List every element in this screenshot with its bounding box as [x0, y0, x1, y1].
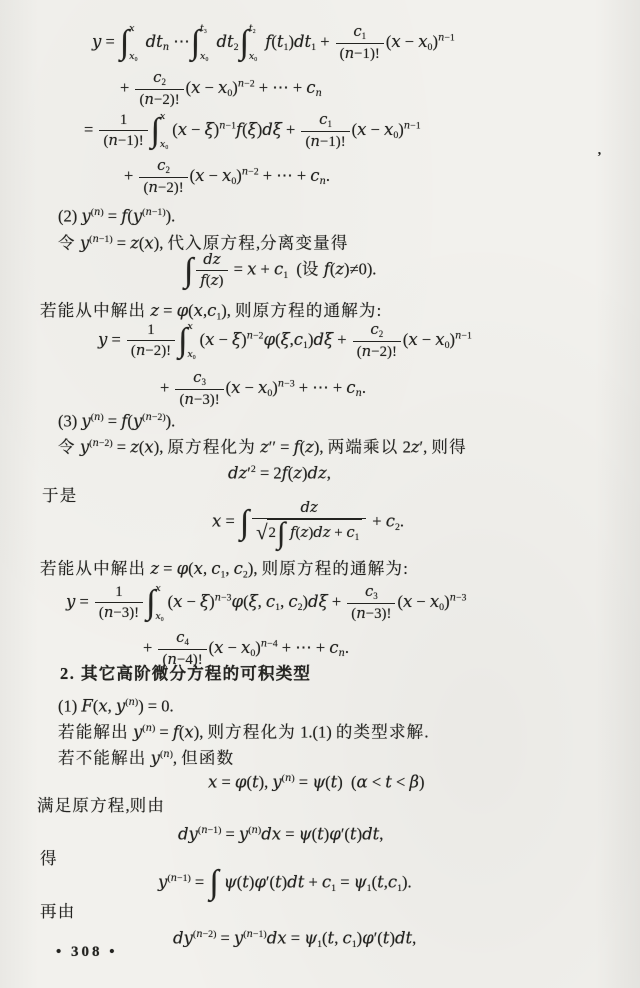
- fraction: $\frac{c_3}{(n-3)!}$: [347, 582, 395, 624]
- eq-parametric: x = φ(t), $y^{(n)} = \psi(t) (\alpha < t < \beta)$: [208, 772, 425, 792]
- integral-sign: ∫: [119, 23, 130, 61]
- item-1-equation: (1) F(x, $y^{(n)}) = 0$.: [58, 696, 174, 716]
- fraction: $\frac{dz}{f(z)}$: [196, 250, 227, 292]
- item-2-equation: (2) $y^{(n)} = f(y^{(n-1)})$.: [58, 206, 176, 226]
- fraction: dz √ 2 ∫ $f(z)dz + c_1$: [252, 498, 366, 548]
- eq-general-solution2-line1: y = $\frac{1}{(n-2)!}$ ∫ x $x_0$ $(x - \xi)^{n-2}\varphi(\xi,c_1)d\xi$ + $\frac{c_2}{(n-2)!}$ $(x - x_0)^{n-1}$: [98, 320, 472, 362]
- para-substitute-2: 令 $y^{(n-2)} = z(x)$, 原方程化为 z′′ = f(z), 两端乘以 2z′, 则得: [58, 437, 467, 457]
- para-substitute-1: 令 $y^{(n-1)} = z(x)$, 代入原方程,分离变量得: [58, 233, 349, 253]
- eq-general-solution-line3: = $\frac{1}{(n-1)!}$ ∫ x $x_0$ $(x - \xi)^{n-1}f(\xi)d\xi$ + $\frac{c_1}{(n-1)!}$ $(x - x_0)^{n-1}$: [84, 110, 421, 152]
- integral: [276, 516, 286, 551]
- integral: ∫ x $x_0$: [119, 22, 138, 64]
- para-de: 得: [40, 849, 58, 868]
- eq-dy-n-1: $dy^{(n-1)} = y^{(n)}dx = \psi(t)\varphi'(t)dt$,: [178, 824, 384, 844]
- radical: √ 2 ∫ $f(z)dz + c_1$: [256, 519, 362, 547]
- integral: ∫ $t_2$ $x_0$: [239, 22, 258, 64]
- eq-dz-squared: $dz'^2 = 2f(z)dz$,: [228, 463, 331, 483]
- eq-x-integral: x = ∫ dz √ 2 ∫ $f(z)dz + c_1$ + $c_2$.: [212, 498, 405, 551]
- integral: [184, 251, 194, 289]
- integral: ∫ x $x_0$: [146, 582, 164, 624]
- fraction: $\frac{c_2}{(n-2)!}$: [139, 156, 187, 198]
- fraction: $\frac{1}{(n-1)!}$: [99, 111, 147, 152]
- eq-dy-n-2: $dy^{(n-2)} = y^{(n-1)}dx = \psi_1(t$, $c_1)\varphi'(t)dt$,: [173, 928, 417, 950]
- integral-sign: ∫: [184, 251, 194, 289]
- fraction: $\frac{1}{(n-2)!}$: [127, 321, 175, 362]
- page-number: • 308 •: [56, 944, 118, 960]
- integral: [209, 864, 219, 902]
- integral-sign: ∫: [239, 503, 250, 541]
- fraction: $\frac{1}{(n-3)!}$: [95, 583, 143, 624]
- integral: ∫ $t_3$ $x_0$: [190, 22, 209, 64]
- item-3-equation: (3) $y^{(n)} = f(y^{(n-2)})$.: [58, 411, 176, 431]
- fraction: $\frac{c_2}{(n-2)!}$: [353, 320, 401, 362]
- para-solve-z-1: 若能从中解出 $z = \varphi(x,c_1)$, 则原方程的通解为:: [40, 301, 382, 323]
- scan-artifact: ’: [597, 150, 602, 165]
- integral: ∫ x $x_0$: [178, 320, 196, 362]
- integral-sign: ∫: [146, 583, 156, 621]
- heading-section-2: 2. 其它高阶微分方程的可积类型: [60, 664, 312, 683]
- eq-general-solution2-line2: + $\frac{c_3}{(n-3)!}$ $(x - x_0)^{n-3}$ + ⋯ + $c_n$.: [160, 368, 366, 410]
- eq-general-solution-line1: y = ∫ x $x_0$ $dt_n$ ⋯ ∫ $t_3$ $x_0$ $dt_2$ ∫ $t_2$ $x_0$ $f(t_1)dt_1$ + $\frac{c_1}{(n-1)!}$ $(x - x_0)^{n-1}$: [92, 22, 455, 64]
- para-satisfy: 满足原方程,则由: [37, 796, 166, 815]
- eq-general-solution3-line1: y = $\frac{1}{(n-3)!}$ ∫ x $x_0$ $(x - \xi)^{n-3}\varphi(\xi$, $c_1$, $c_2)d\xi$ + $\frac{c_3}{(n-3)!}$ $(x - x_0)^{n-3}$: [66, 582, 467, 624]
- radical-sign: √: [256, 521, 268, 545]
- para-yushi: 于是: [42, 486, 78, 505]
- integral-sign: ∫: [239, 23, 249, 61]
- fraction: $\frac{c_1}{(n-1)!}$: [301, 110, 349, 152]
- eq-general-solution3-line2: + $\frac{c_4}{(n-4)!}$ $(x - x_0)^{n-4}$ + ⋯ + $c_n$.: [143, 628, 349, 670]
- eq-y-n-1: $y^{(n-1)}$ = ∫ $\psi(t)\varphi'(t)dt + c_1 = \psi_1(t,c_1)$.: [158, 864, 412, 902]
- eq-separated-variables: ∫ $\frac{dz}{f(z)}$ = $x + c_1$ (设 f(z)≠0).: [183, 250, 376, 292]
- integral-sign: ∫: [209, 864, 219, 902]
- eq-general-solution-line2: + $\frac{c_2}{(n-2)!}$ $(x - x_0)^{n-2}$ + ⋯ + $c_n$: [120, 68, 322, 110]
- eq-general-solution-line4: + $\frac{c_2}{(n-2)!}$ $(x - x_0)^{n-2}$ + ⋯ + $c_n$.: [124, 156, 330, 198]
- fraction: $\frac{c_2}{(n-2)!}$: [135, 68, 183, 110]
- integral-sign: ∫: [178, 321, 188, 359]
- fraction: $\frac{c_4}{(n-4)!}$: [158, 628, 206, 670]
- integral: [239, 503, 250, 541]
- fraction: $\frac{c_3}{(n-3)!}$: [175, 368, 223, 410]
- para-unsolvable: 若不能解出 $y^{(n)}$, 但函数: [58, 748, 235, 768]
- integral-sign: ∫: [276, 516, 286, 551]
- integral-sign: ∫: [150, 111, 160, 149]
- para-solve-z-2: 若能从中解出 z = φ(x, $c_1$, $c_2$), 则原方程的通解为:: [40, 559, 408, 581]
- integral-sign: ∫: [190, 23, 201, 61]
- fraction: $\frac{c_1}{(n-1)!}$: [336, 22, 384, 64]
- para-solvable: 若能解出 $y^{(n)} = f(x)$, 则方程化为 1.(1) 的类型求解.: [58, 722, 429, 742]
- para-zaiyou: 再由: [40, 902, 76, 921]
- integral: ∫ x $x_0$: [150, 110, 169, 152]
